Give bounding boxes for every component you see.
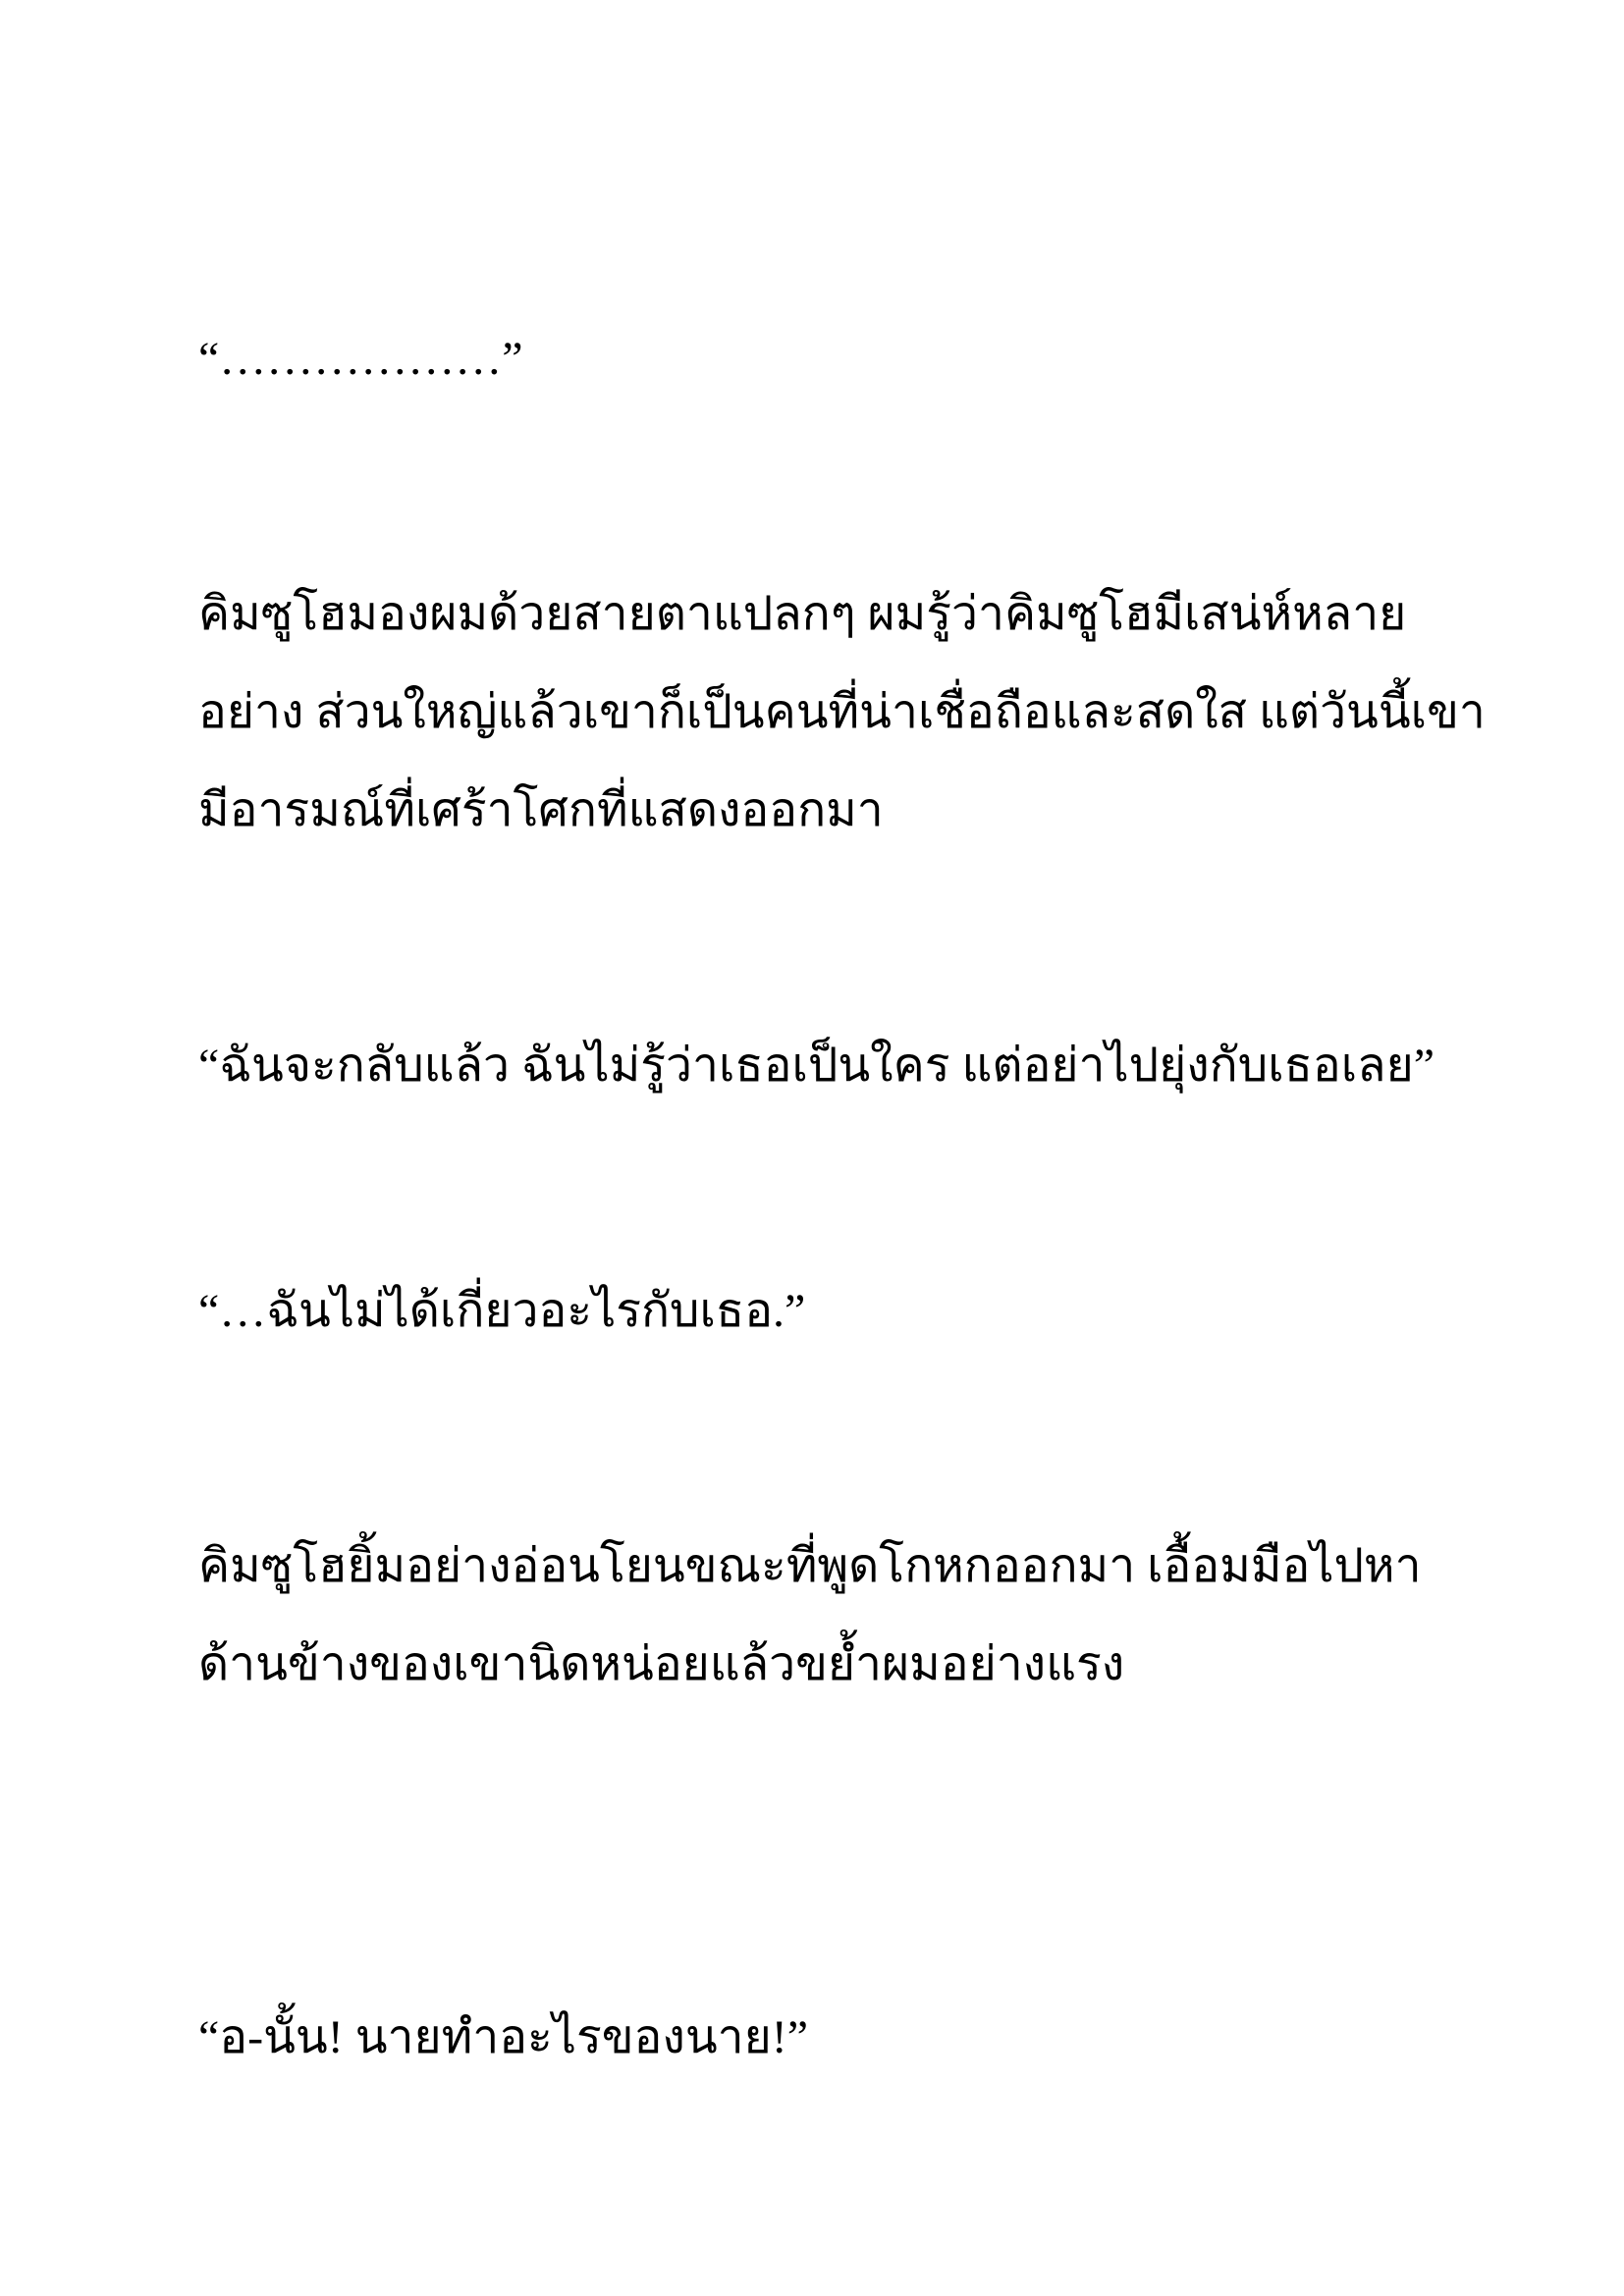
text-line: “อ-นั้น! นายทำอะไรของนาย!” [198, 2011, 808, 2063]
text-line: ด้านข้างของเขานิดหน่อยแล้วขย้ำผมอย่างแรง [198, 1638, 1125, 1690]
narration-paragraph [198, 565, 1486, 860]
dialogue-paragraph [198, 1989, 1475, 2087]
dialogue-ellipsis [198, 310, 1475, 408]
dialogue-paragraph [198, 1262, 1475, 1361]
text-line: คิมซูโฮยิ้มอย่างอ่อนโยนขณะที่พูดโกหกออกมา เอื้อมมือไปหา [198, 1540, 1422, 1592]
text-line: “ฉันจะกลับแล้ว ฉันไม่รู้ว่าเธอเป็นใคร แต่อย่าไปยุ่งกับเธอเลย” [198, 1040, 1435, 1092]
text-line: มีอารมณ์ที่เศร้าโศกที่แสดงออกมา [198, 784, 884, 836]
text-line: “………………” [198, 333, 523, 385]
text-line: “…ฉันไม่ได้เกี่ยวอะไรกับเธอ.” [198, 1285, 806, 1337]
text-line: อย่าง ส่วนใหญ่แล้วเขาก็เป็นคนที่น่าเชื่อถือและสดใส แต่วันนี้เขา [198, 686, 1486, 738]
text-line: คิมซูโฮมองผมด้วยสายตาแปลกๆ ผมรู้ว่าคิมซูโฮมีเสน่ห์หลาย [198, 588, 1407, 640]
narration-paragraph [198, 1518, 1475, 1714]
dialogue-paragraph [198, 1017, 1475, 1115]
